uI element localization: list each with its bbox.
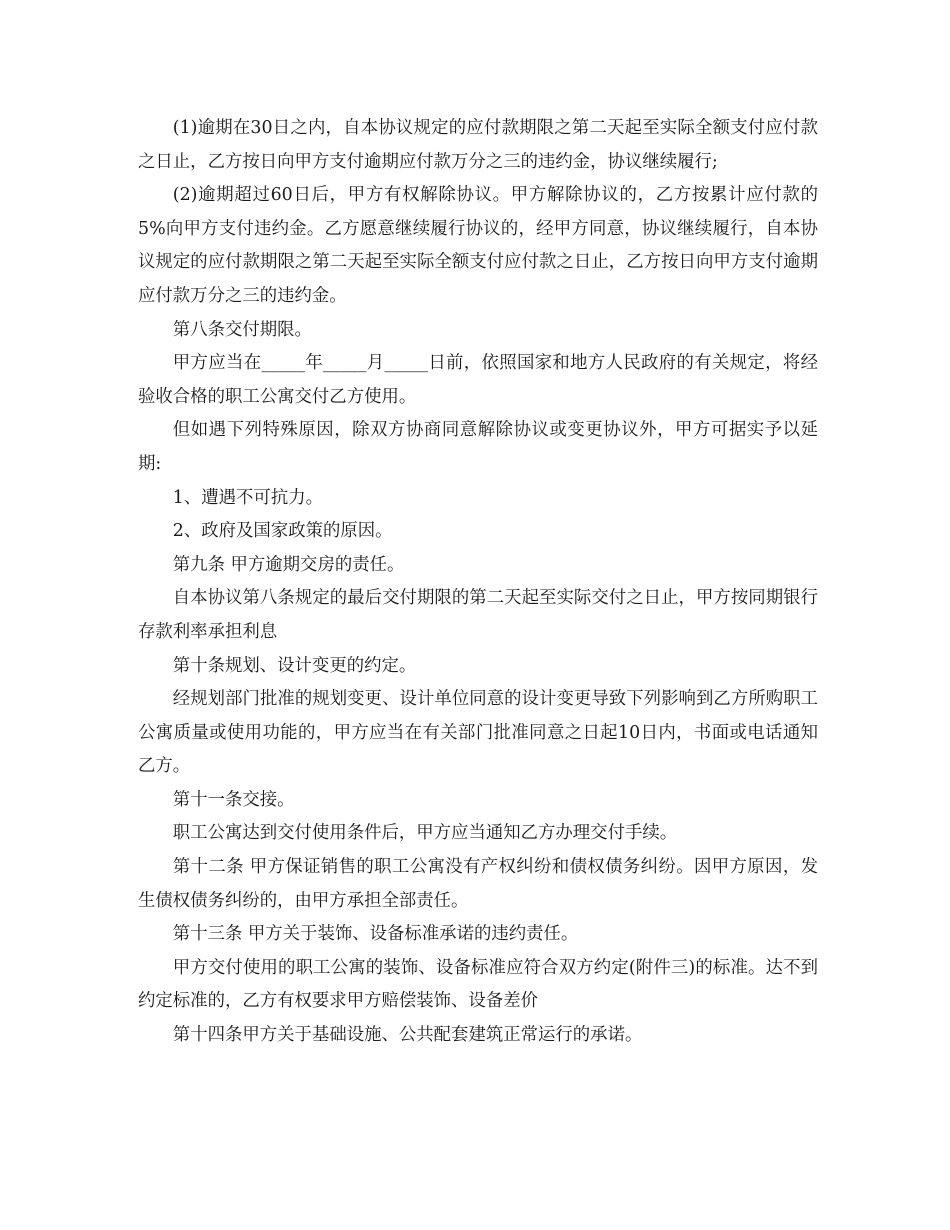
paragraph-1: (1)逾期在30日之内，自本协议规定的应付款期限之第二天起至实际全额支付应付款之日止，乙方按日向甲方支付逾期应付款万分之三的违约金，协议继续履行; <box>138 118 818 172</box>
article-14-heading: 第十四条甲方关于基础设施、公共配套建筑正常运行的承诺。 <box>172 1025 643 1046</box>
paragraph-13: 职工公寓达到交付使用条件后，甲方应当通知乙方办理交付手续。 <box>172 823 678 844</box>
paragraph-4: 甲方应当在_____年_____月_____日前，依照国家和地方人民政府的有关规定，将经验收合格的职工公寓交付乙方使用。 <box>138 353 818 407</box>
list-item-1: 1、遭遇不可抗力。 <box>172 487 323 508</box>
article-8-heading: 第八条交付期限。 <box>172 319 312 340</box>
article-13-heading: 第十三条 甲方关于装饰、设备标准承诺的违约责任。 <box>172 924 579 945</box>
article-9-heading: 第九条 甲方逾期交房的责任。 <box>172 554 405 575</box>
list-item-2: 2、政府及国家政策的原因。 <box>172 521 393 542</box>
paragraph-2: (2)逾期超过60日后，甲方有权解除协议。甲方解除协议的，乙方按累计应付款的5%向甲方支付违约金。乙方愿意继续履行协议的，经甲方同意，协议继续履行，自本协议规定的应付款期限之第二天起至实际全额支付应付款之日止，乙方按日向甲方支付逾期应付款万分之三的违约金。 <box>138 185 818 306</box>
article-12-paragraph: 第十二条 甲方保证销售的职工公寓没有产权纠纷和债权债务纠纷。因甲方原因，发生债权债务纠纷的，由甲方承担全部责任。 <box>138 857 818 911</box>
paragraph-16: 甲方交付使用的职工公寓的装饰、设备标准应符合双方约定(附件三)的标准。达不到约定标准的，乙方有权要求甲方赔偿装饰、设备差价 <box>138 957 818 1012</box>
paragraph-5: 但如遇下列特殊原因，除双方协商同意解除协议或变更协议外，甲方可据实予以延期: <box>138 420 818 474</box>
article-10-heading: 第十条规划、设计变更的约定。 <box>172 655 417 676</box>
paragraph-9: 自本协议第八条规定的最后交付期限的第二天起至实际交付之日止，甲方按同期银行存款利率承担利息 <box>138 588 818 642</box>
article-11-heading: 第十一条交接。 <box>172 789 295 810</box>
paragraph-11: 经规划部门批准的规划变更、设计单位同意的设计变更导致下列影响到乙方所购职工公寓质量或使用功能的，甲方应当在有关部门批准同意之日起10日内，书面或电话通知乙方。 <box>138 689 818 777</box>
document-body <box>138 112 818 1053</box>
